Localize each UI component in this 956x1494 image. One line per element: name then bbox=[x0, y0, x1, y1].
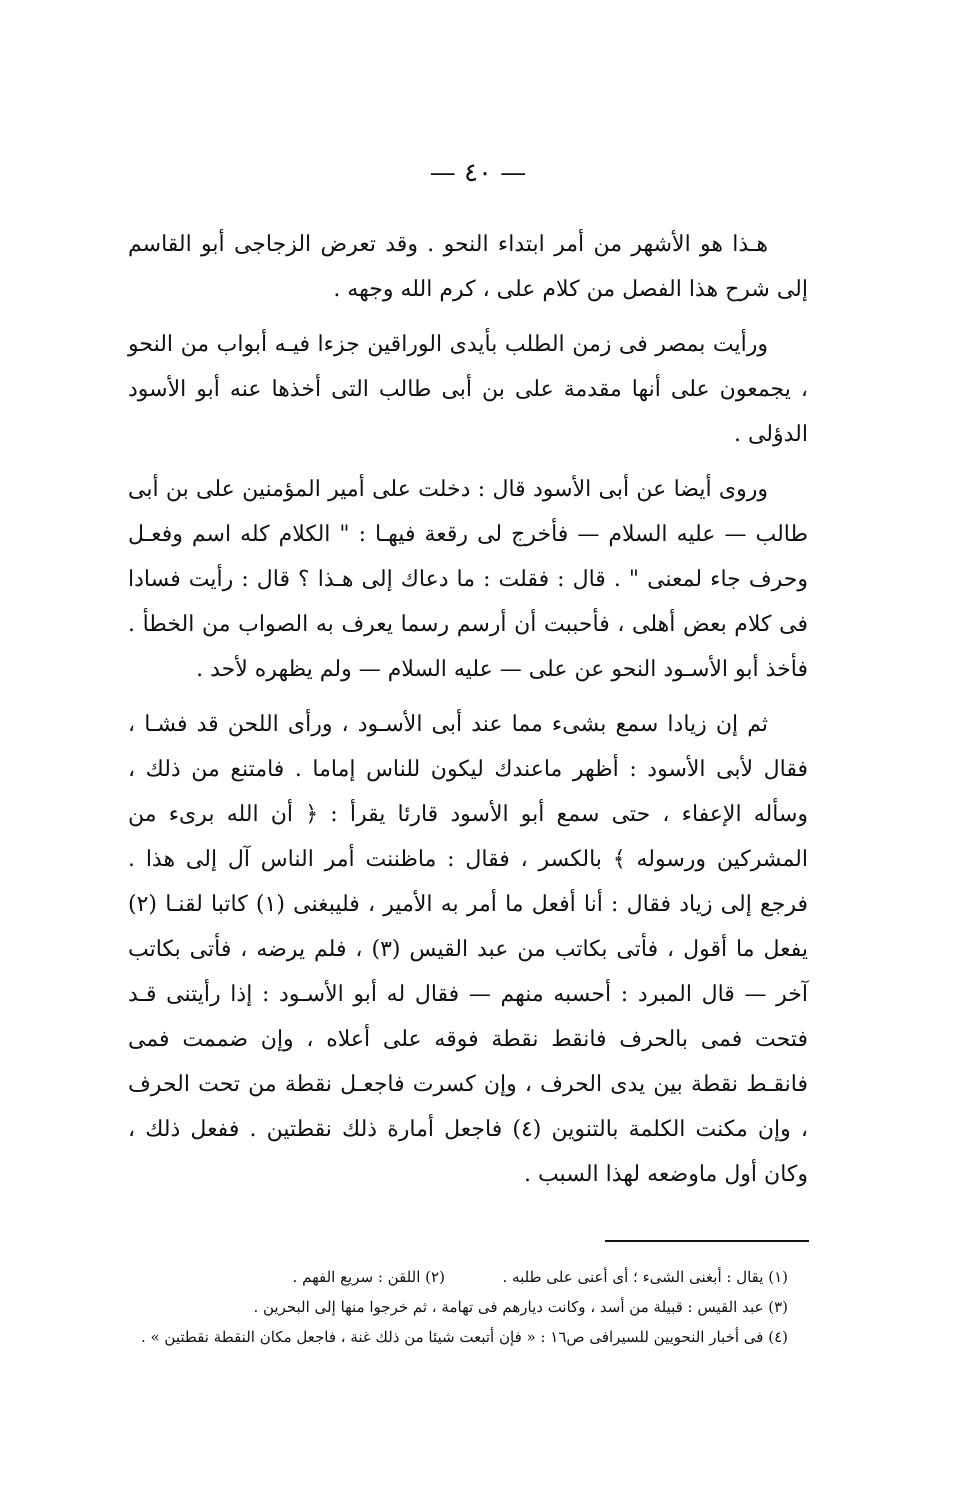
footnote-4: (٤) فى أخبار النحويين للسيرافى ص١٦ : « فإن أتبعت شيئا من ذلك غنة ، فاجعل مكان النقطة نقطتين » . bbox=[140, 1328, 788, 1346]
footnote-3: (٣) عبد القيس : قبيلة من أسد ، وكانت ديارهم فى تهامة ، ثم خرجوا منها إلى البحرين . bbox=[253, 1298, 788, 1316]
paragraph-2: ورأيت بمصر فى زمن الطلب بأيدى الوراقين جزءا فيـه أبواب من النحو ، يجمعون على أنها مقدمة على بن أبى طالب التى أخذها عنه أبو الأسود الدؤلى . bbox=[128, 332, 808, 447]
main-text bbox=[128, 222, 808, 1207]
paragraph-1: هـذا هو الأشهر من أمر ابتداء النحو . وقد تعرض الزجاجى أبو القاسم إلى شرح هذا الفصل من كلام على ، كرم الله وجهه . bbox=[128, 232, 808, 302]
footnotes bbox=[128, 1262, 788, 1352]
footnote-divider bbox=[605, 1240, 809, 1242]
footnote-row-1 bbox=[128, 1262, 788, 1292]
paragraph-3: وروى أيضا عن أبى الأسود قال : دخلت على أمير المؤمنين على بن أبى طالب — عليه السلام — فأخرج لى رقعة فيهـا : " الكلام كله اسم وفعـل وحرف جاء لمعنى " . قال : فقلت : ما دعاك إلى هـذا ؟ قال : رأيت فسادا فى كلام بعض أهلى ، فأحببت أن أرسم رسما يعرف به الصواب من الخطأ . فأخذ أبو الأسـود النحو عن على — عليه السلام — ولم يظهره لأحد . bbox=[128, 477, 808, 682]
footnote-2: (٢) اللقن : سريع الفهم . bbox=[292, 1268, 445, 1286]
paragraph-4: ثم إن زيادا سمع بشىء مما عند أبى الأسـود ، ورأى اللحن قد فشـا ، فقال لأبى الأسود : أظهر ماعندك ليكون للناس إماما . فامتنع من ذلك ، وسأله الإعفاء ، حتى سمع أبو الأسود قارئا يقرأ : ﴿ أن الله برىء من المشركين ورسوله ﴾ بالكسر ، فقال : ماظننت أمر الناس آل إلى هذا . فرجع إلى زياد فقال : أنا أفعل ما أمر به الأمير ، فليبغنى (١) كاتبا لقنـا (٢) يفعل ما أقول ، فأتى بكاتب من عبد القيس (٣) ، فلم يرضه ، فأتى بكاتب آخر — قال المبرد : أحسبه منهم — فقال له أبو الأسـود : إذا رأيتنى قـد فتحت فمى بالحرف فانقط نقطة فوقه على أعلاه ، وإن ضممت فمى فانقـط نقطة بين يدى الحرف ، وإن كسرت فاجعـل نقطة من تحت الحرف ، وإن مكنت الكلمة بالتنوين (٤) فاجعل أمارة ذلك نقطتين . ففعل ذلك ، وكان أول ماوضعه لهذا السبب . bbox=[128, 712, 809, 1187]
page-number: — ٤٠ — bbox=[429, 158, 527, 188]
footnote-1: (١) يقال : أبغنى الشىء ؛ أى أعنى على طلبه . bbox=[502, 1268, 788, 1286]
